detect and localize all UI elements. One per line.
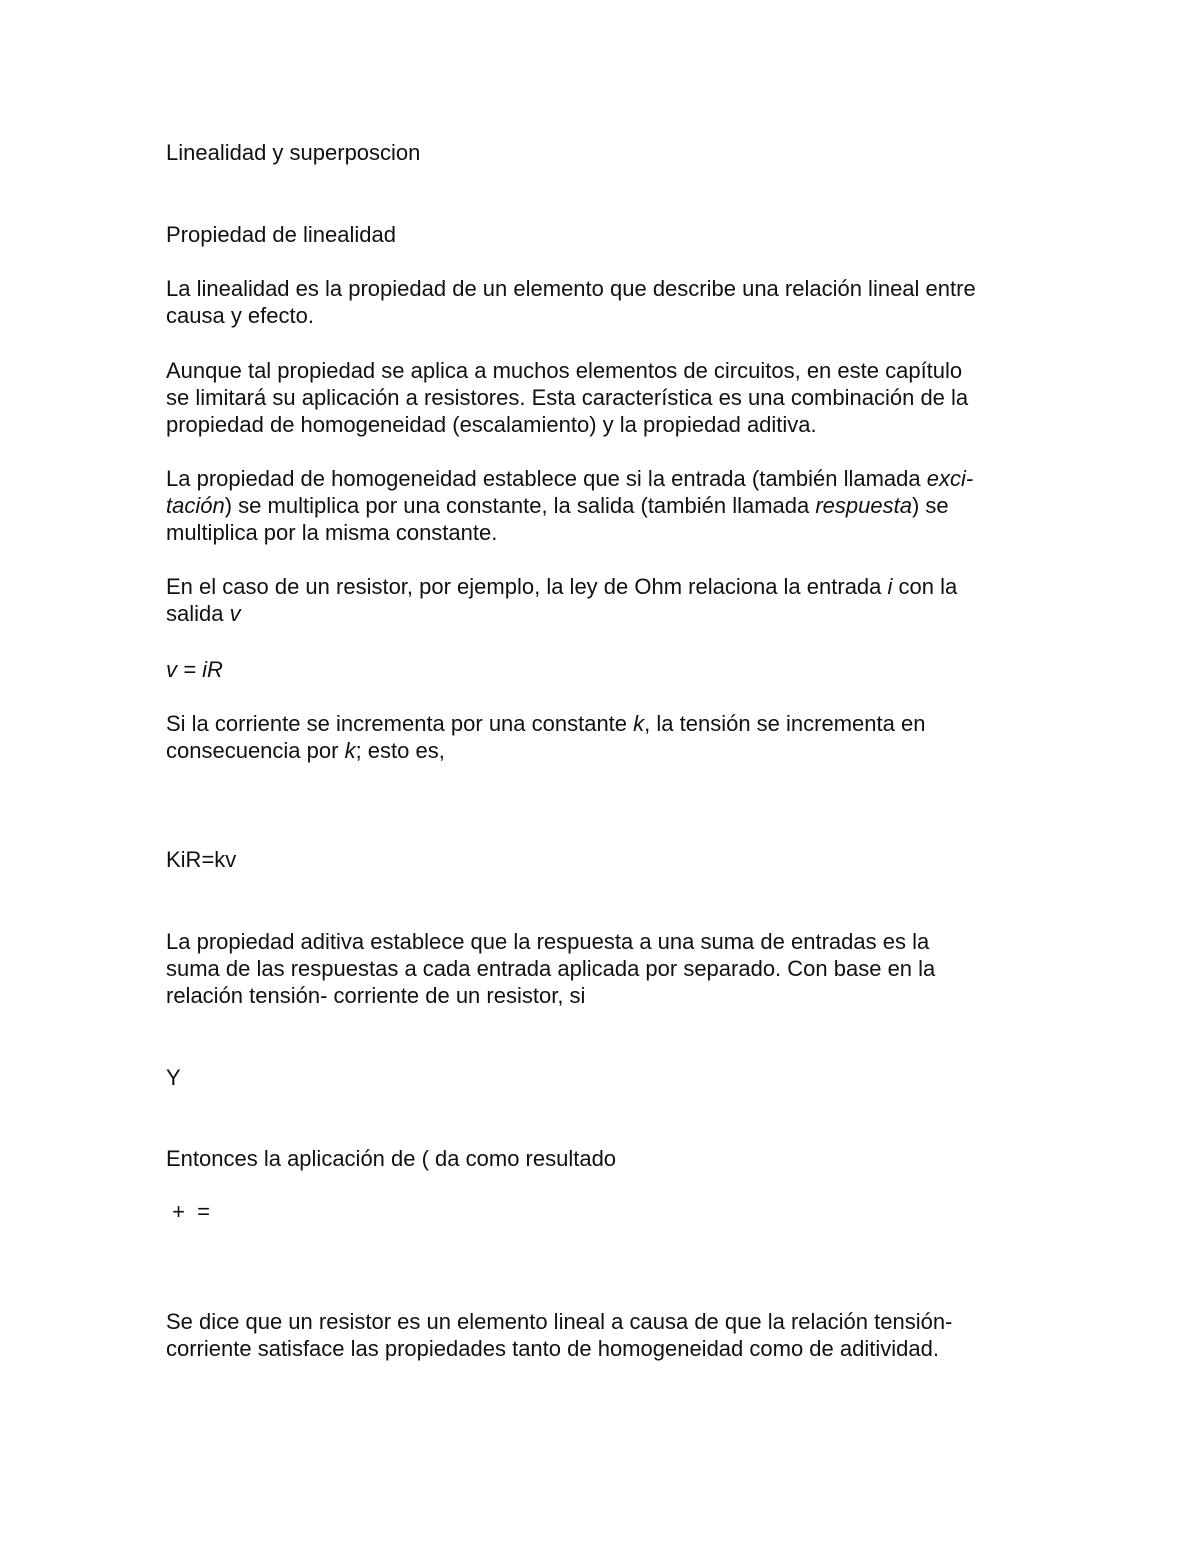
text-line: se limitará su aplicación a resistores. Esta característica es una combinación de la (166, 385, 969, 410)
equation-ohm (166, 656, 1046, 683)
text-line (166, 710, 1046, 737)
text-line (166, 737, 1046, 764)
italic-variable: i (887, 574, 893, 599)
paragraph-conclusion (166, 1308, 1046, 1362)
italic-term: tación (166, 493, 225, 518)
text-line: corriente satisface las propiedades tanto de homogeneidad como de aditividad. (166, 1336, 939, 1361)
italic-variable: k (344, 738, 356, 763)
text-run: ) se multiplica por una constante, la salida (también llamada (224, 493, 816, 518)
text-line: La linealidad es la propiedad de un elemento que describe una relación lineal entre (166, 276, 976, 301)
italic-term: respuesta (815, 493, 912, 518)
text-run: ; esto es, (355, 738, 445, 763)
section-heading: Propiedad de linealidad (166, 222, 396, 247)
italic-term: exci- (926, 466, 974, 491)
text-line (166, 465, 1046, 492)
document-title: Linealidad y superposcion (166, 140, 421, 165)
text-line: suma de las respuestas a cada entrada aplicada por separado. Con base en la (166, 956, 936, 981)
word-y: Y (166, 1065, 181, 1090)
paragraph-incremento (166, 710, 1046, 764)
text-run: La propiedad de homogeneidad establece que si la entrada (también llamada (166, 466, 927, 491)
paragraph-aditiva (166, 928, 1046, 1009)
text-run: Si la corriente se incrementa por una constante (166, 711, 634, 736)
text-run: En el caso de un resistor, por ejemplo, la ley de Ohm relaciona la entrada (166, 574, 888, 599)
text-run: , la tensión se incrementa en (644, 711, 926, 736)
paragraph-entonces: Entonces la aplicación de ( da como resultado (166, 1146, 617, 1171)
text-line: multiplica por la misma constante. (166, 520, 498, 545)
paragraph-ohm (166, 573, 1046, 627)
italic-variable: k (633, 711, 645, 736)
text-run: consecuencia por (166, 738, 345, 763)
text-line: Aunque tal propiedad se aplica a muchos elementos de circuitos, en este capítulo (166, 358, 963, 383)
text-line: causa y efecto. (166, 303, 314, 328)
text-run: ) se (911, 493, 949, 518)
text-line (166, 492, 1046, 519)
paragraph-aplicacion (166, 357, 1046, 438)
text-run: salida (166, 601, 230, 626)
equation-suma: + = (166, 1199, 211, 1224)
text-line: relación tensión- corriente de un resistor, si (166, 983, 586, 1008)
text-line: propiedad de homogeneidad (escalamiento) y la propiedad aditiva. (166, 412, 817, 437)
italic-variable: v (229, 601, 241, 626)
equation-text: v = iR (166, 657, 223, 682)
text-line: Se dice que un resistor es un elemento lineal a causa de que la relación tensión- (166, 1309, 953, 1334)
text-line (166, 600, 1046, 627)
text-line (166, 573, 1046, 600)
paragraph-linealidad (166, 275, 1046, 329)
equation-homogeneidad: KiR=kv (166, 847, 237, 872)
text-line: La propiedad aditiva establece que la respuesta a una suma de entradas es la (166, 929, 930, 954)
text-run: con la (892, 574, 958, 599)
paragraph-homogeneidad (166, 465, 1046, 546)
